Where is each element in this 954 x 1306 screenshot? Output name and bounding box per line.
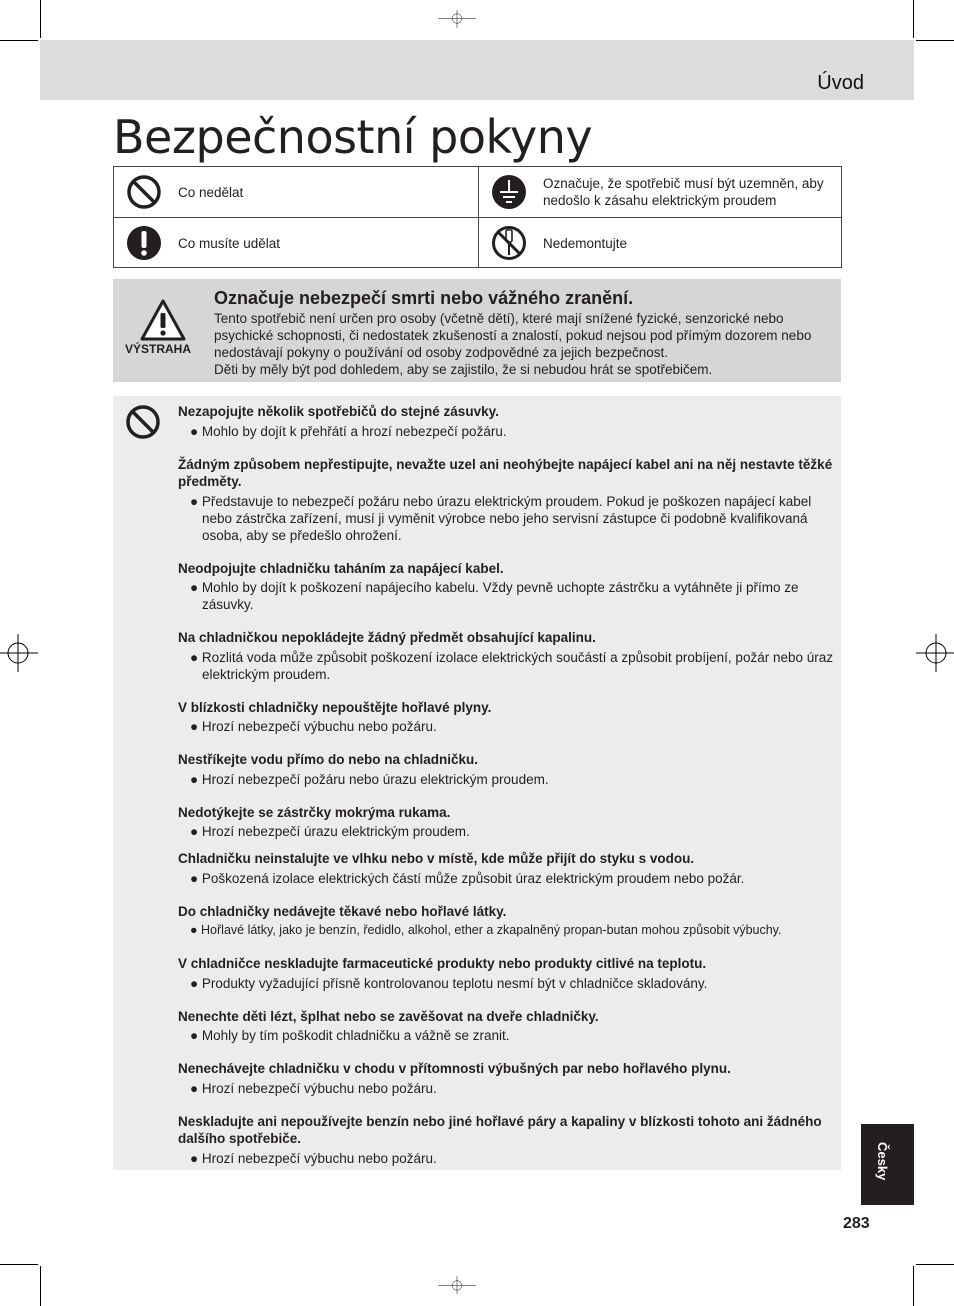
legend-label: Nedemontujte [543,235,628,251]
rule-title: Nenechte děti lézt, šplhat nebo se zavěšovat na dveře chladničky. [178,1008,599,1024]
crop-mark [913,1266,914,1306]
rule-note: ● Produkty vyžadující přísně kontrolovanou teplotu nesmí být v chladničce skladovány. [190,975,708,991]
rule-item [178,751,838,788]
registration-mark [916,634,954,672]
rule-item [178,1113,838,1167]
warning-triangle-icon [140,299,186,341]
rule-item [178,903,838,940]
rule-note: ● Hrozí nebezpečí úrazu elektrickým proudem. [190,824,470,839]
registration-mark [438,1266,476,1304]
crop-mark [916,1264,954,1265]
rule-item [178,403,838,440]
symbol-legend [113,166,842,268]
rule-item [178,804,838,841]
rule-item [178,850,838,887]
legend-label: Co musíte udělat [178,235,281,251]
rule-note: ● Hrozí nebezpečí výbuchu nebo požáru. [190,719,437,734]
rule-title: Nestříkejte vodu přímo do nebo na chladničku. [178,752,479,767]
rule-note: ● Mohly by tím poškodit chladničku a vážně se zranit. [190,1028,510,1043]
rule-title: Žádným způsobem nepřestipujte, nevažte uzel ani neohýbejte napájecí kabel ani na něj nestavte těžké předměty. [178,456,833,489]
rule-note: ● Poškozená izolace elektrických částí může způsobit úraz elektrickým proudem nebo požár. [190,870,745,886]
prohibitions-box [113,396,841,1170]
rule-item [178,955,838,992]
ground-icon [491,174,527,210]
rule-note: ● Hrozí nebezpečí požáru nebo úrazu elektrickým proudem. [190,771,549,787]
rule-note: ● Mohlo by dojít k poškození napájecího kabelu. Vždy pevně uchopte zástrčku a vytáhněte ji přímo ze zásuvky. [190,580,799,612]
legend-label: Označuje, že spotřebič musí být uzemněn, aby nedošlo k zásahu elektrickým proudem [543,176,824,208]
crop-mark [913,0,914,38]
crop-mark [0,40,38,41]
warning-label: VÝSTRAHA [125,342,192,356]
rule-note: ● Rozlitá voda může způsobit poškození izolace elektrických součástí a způsobit probíjení, požár nebo úraz elektrickým proudem. [190,649,833,682]
rule-title: Nedotýkejte se zástrčky mokrýma rukama. [178,804,451,820]
rule-title: Na chladničkou nepokládejte žádný předmět obsahující kapalinu. [178,630,596,645]
legend-label: Co nedělat [178,184,244,200]
rule-note: ● Hrozí nebezpečí výbuchu nebo požáru. [190,1150,437,1166]
legend-item [114,218,478,268]
crop-mark [40,1266,41,1306]
prohibited-icon [126,174,162,210]
warning-text [214,310,829,378]
rule-title: V chladničce neskladujte farmaceutické produkty nebo produkty citlivé na teplotu. [178,956,707,971]
rule-item [178,1060,838,1097]
rule-item [178,699,838,736]
rule-item [178,629,838,683]
rule-title: Do chladničky nedávejte těkavé nebo hořlavé látky. [178,903,507,919]
rule-title: Neodpojujte chladničku taháním za napájecí kabel. [178,560,504,576]
crop-mark [916,40,954,41]
legend-item [479,167,841,217]
rule-title: Nenechávejte chladničku v chodu v přítomnosti výbušných par nebo hořlavého plynu. [178,1061,731,1076]
rules-list [178,403,838,1183]
header-band [40,40,914,100]
crop-mark [40,0,41,38]
rule-title: Neskladujte ani nepoužívejte benzín nebo jiné hořlavé páry a kapaliny v blízkosti tohoto ani žádného dalšího spotřebiče. [178,1113,822,1146]
prohibited-icon [125,404,161,440]
rule-item [178,560,838,614]
no-disassembly-icon [491,225,527,261]
rule-title: V blízkosti chladničky nepouštějte hořlavé plyny. [178,699,492,715]
rule-note: ● Představuje to nebezpečí požáru nebo úrazu elektrickým proudem. Pokud je poškozen napájecí kabel nebo zástrčka zařízení, musí ji vyměnit výrobce nebo jeho servisní zástupce či podobně kvalifikovaná osoba, aby se předešlo ohrožení. [190,493,812,543]
rule-item [178,1008,838,1045]
rule-note: ● Hořlavé látky, jako je benzín, ředidlo, alkohol, ether a zkapalněný propan-butan mohou způsobit výbuchy. [190,923,782,937]
registration-mark [438,0,476,38]
page-number: 283 [843,1215,870,1232]
warning-title: Označuje nebezpečí smrti nebo vážného zranění. [214,288,634,308]
rule-title: Chladničku neinstalujte ve vlhku nebo v místě, kde může přijít do styku s vodou. [178,851,695,866]
section-label: Úvod [817,72,864,94]
warning-paragraph: Tento spotřebič není určen pro osoby (včetně dětí), které mají snížené fyzické, senzorické nebo psychické schopnosti, či nedostatek zkušeností a znalostí, pokud nejsou pod přímým dozorem nebo nedostávají pokyny o používání od osoby zodpovědné za jejich bezpečnost. [214,311,812,360]
warning-paragraph: Děti by měly být pod dohledem, aby se zajistilo, že si nebudou hrát se spotřebičem. [214,362,713,377]
crop-mark [0,1264,38,1265]
language-tab [861,1124,914,1205]
rule-note: ● Mohlo by dojít k přehřátí a hrozí nebezpečí požáru. [190,423,507,439]
legend-item [114,167,478,217]
rule-item [178,456,838,544]
language-label: Česky [875,1142,890,1181]
registration-mark [0,634,38,672]
rule-note: ● Hrozí nebezpečí výbuchu nebo požáru. [190,1080,437,1096]
mandatory-icon [126,225,162,261]
warning-box [113,279,841,382]
legend-item [479,218,841,268]
rule-title: Nezapojujte několik spotřebičů do stejné zásuvky. [178,404,499,419]
page-title: Bezpečnostní pokyny [113,110,593,164]
